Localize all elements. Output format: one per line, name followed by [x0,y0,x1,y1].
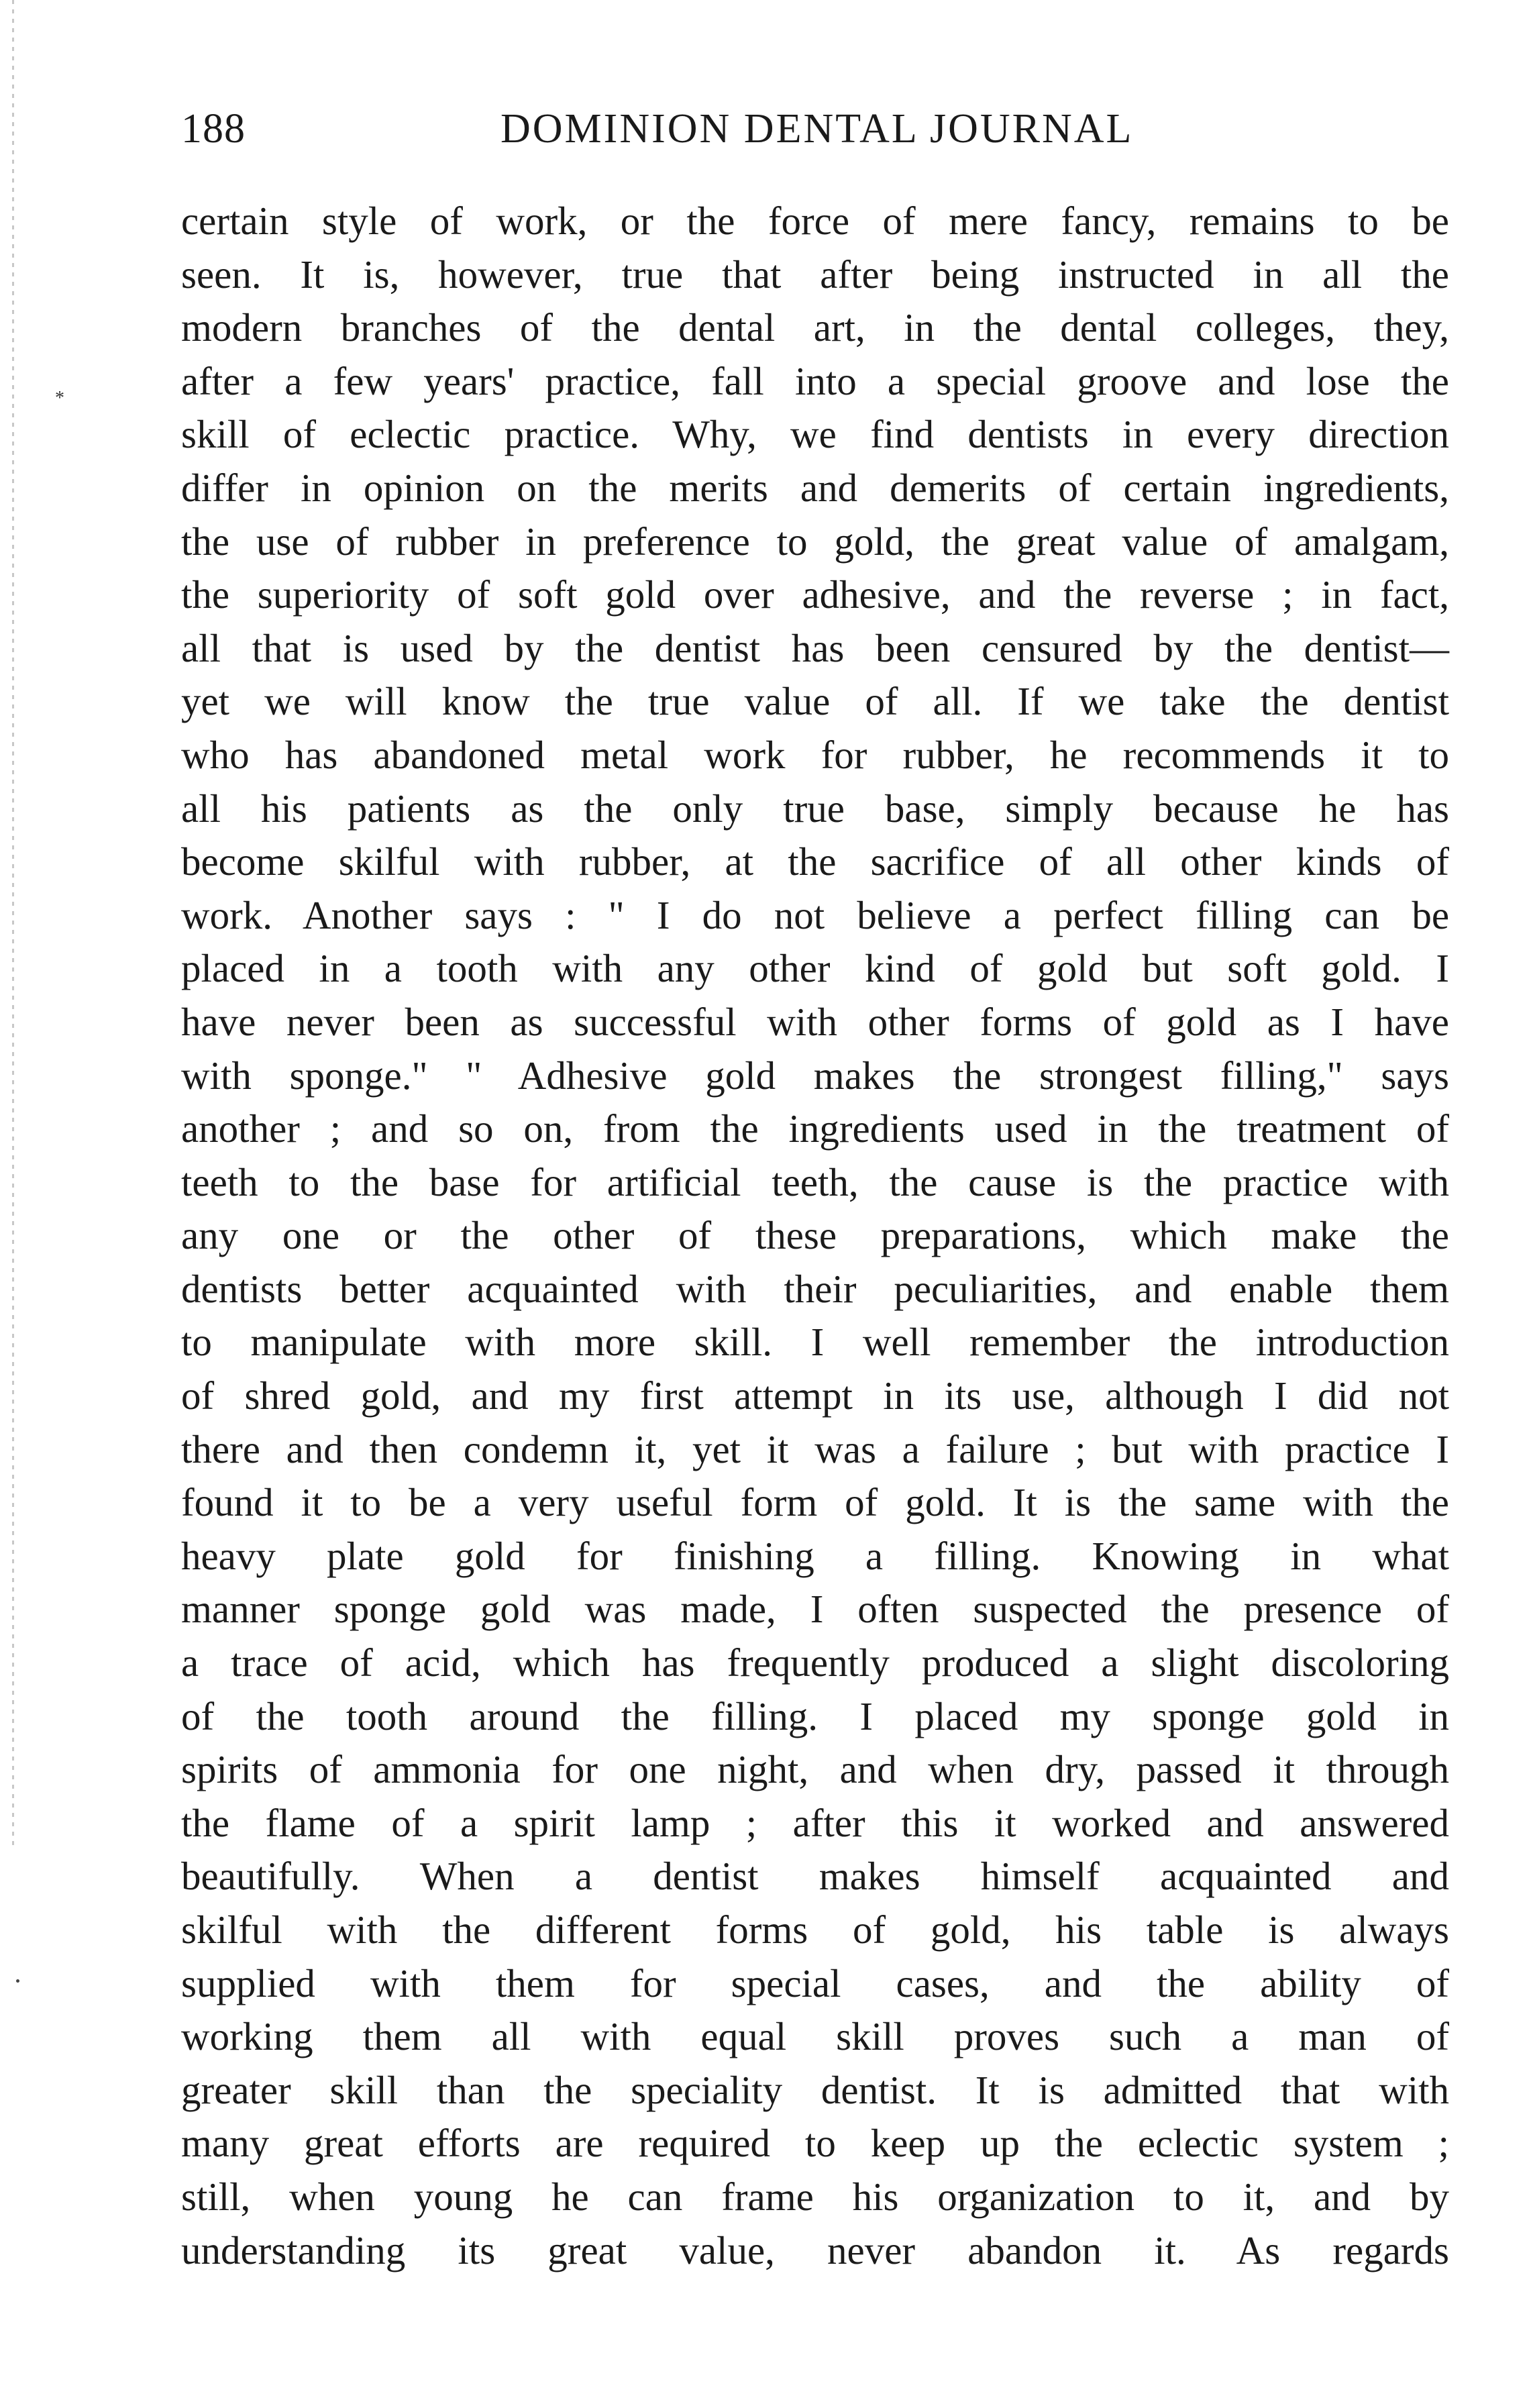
text-line: beautifully. When a dentist makes himself acquainted and [181,1854,1449,1899]
text-line: spirits of ammonia for one night, and when dry, passed it through [181,1747,1449,1792]
text-line: greater skill than the speciality dentist. It is admitted that with [181,2067,1449,2112]
text-line: all his patients as the only true base, simply because he has [181,786,1449,831]
text-line: manner sponge gold was made, I often suspected the presence of [181,1587,1449,1632]
text-line: work. Another says : " I do not believe a perfect filling can be [181,892,1449,937]
text-line: understanding its great value, never abandon it. As regards [181,2228,1449,2272]
text-line: become skilful with rubber, at the sacrifice of all other kinds of [181,839,1449,884]
text-line: a trace of acid, which has frequently produced a slight discoloring [181,1640,1449,1685]
text-line: who has abandoned metal work for rubber, he recommends it to [181,732,1449,777]
text-line: any one or the other of these preparations, which make the [181,1213,1449,1258]
running-title: DOMINION DENTAL JOURNAL [500,106,1134,152]
text-line: with sponge." " Adhesive gold makes the strongest filling," says [181,1053,1449,1098]
margin-mark: * [55,388,64,409]
text-line: many great efforts are required to keep up the eclectic system ; [181,2121,1449,2166]
text-line: the use of rubber in preference to gold, the great value of amalgam, [181,519,1449,564]
text-line: all that is used by the dentist has been censured by the dentist— [181,625,1449,670]
text-line: of the tooth around the filling. I placed my sponge gold in [181,1693,1449,1738]
text-line: yet we will know the true value of all. If we take the dentist [181,679,1449,724]
text-line: modern branches of the dental art, in the dental colleges, they, [181,305,1449,350]
body-text [181,195,1449,2277]
text-line: after a few years' practice, fall into a special groove and lose the [181,358,1449,403]
text-line: heavy plate gold for finishing a filling. Knowing in what [181,1533,1449,1578]
text-line: have never been as successful with other forms of gold as I have [181,999,1449,1044]
page-number: 188 [181,106,246,152]
text-line: another ; and so on, from the ingredients used in the treatment of [181,1106,1449,1151]
text-line: still, when young he can frame his organization to it, and by [181,2174,1449,2219]
text-line: there and then condemn it, yet it was a failure ; but with practice I [181,1426,1449,1471]
text-line: skilful with the different forms of gold, his table is always [181,1907,1449,1952]
margin-dot [16,1979,19,1983]
text-line: dentists better acquainted with their peculiarities, and enable them [181,1266,1449,1311]
text-line: found it to be a very useful form of gold. It is the same with the [181,1480,1449,1525]
text-line: working them all with equal skill proves such a man of [181,2014,1449,2059]
text-line: of shred gold, and my first attempt in its use, although I did not [181,1373,1449,1418]
text-line: supplied with them for special cases, and the ability of [181,1960,1449,2005]
text-line: teeth to the base for artificial teeth, the cause is the practice with [181,1159,1449,1204]
page-header [181,102,1449,156]
text-line: differ in opinion on the merits and demerits of certain ingredients, [181,465,1449,510]
text-line: to manipulate with more skill. I well remember the introduction [181,1320,1449,1365]
scan-margin-line [12,0,14,1845]
text-line: certain style of work, or the force of mere fancy, remains to be [181,199,1449,243]
text-line: seen. It is, however, true that after being instructed in all the [181,252,1449,297]
text-line: skill of eclectic practice. Why, we find dentists in every direction [181,412,1449,457]
text-line: the flame of a spirit lamp ; after this it worked and answered [181,1800,1449,1845]
text-line: placed in a tooth with any other kind of gold but soft gold. I [181,946,1449,991]
text-line: the superiority of soft gold over adhesive, and the reverse ; in fact, [181,572,1449,617]
